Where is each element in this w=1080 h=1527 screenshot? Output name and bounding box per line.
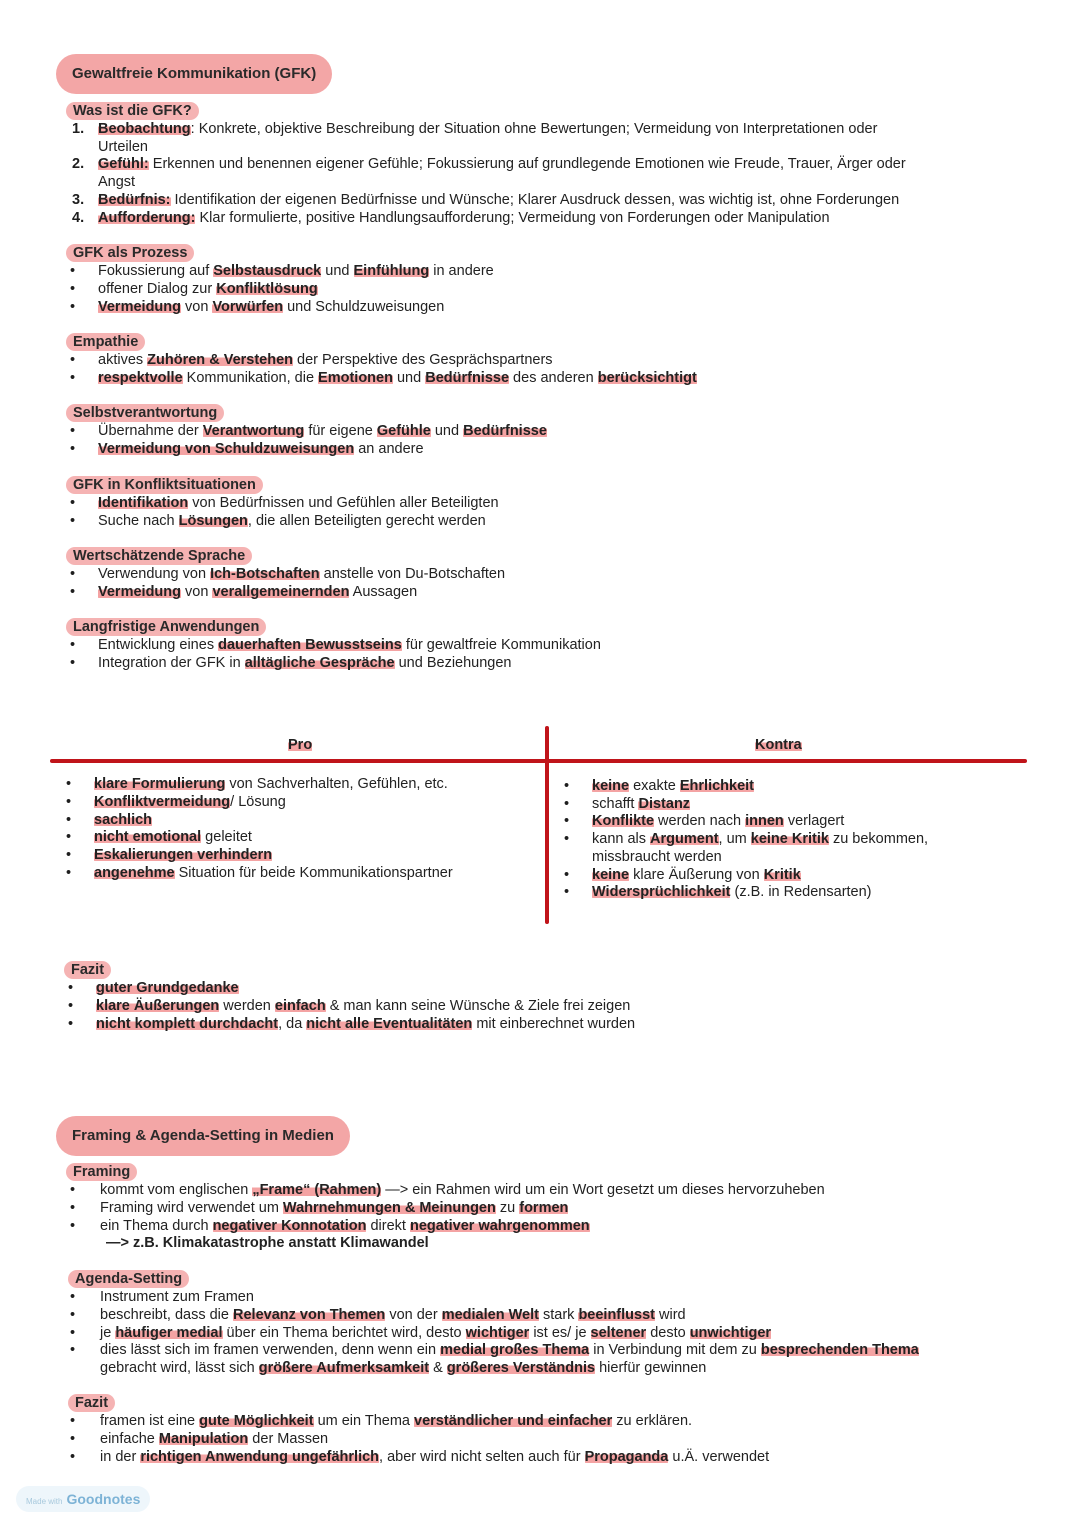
highlighted-term: „Frame“ (Rahmen)	[252, 1182, 382, 1198]
text-segment: mit einberechnet wurden	[472, 1015, 636, 1032]
text-segment: für eigene	[304, 423, 377, 439]
list-item	[100, 1412, 692, 1430]
list-item	[94, 793, 286, 811]
list-item	[100, 1430, 328, 1448]
text-segment: kommt vom englischen	[100, 1182, 253, 1198]
text-segment: Kommunikation, die	[182, 370, 319, 386]
text-segment: anstelle von Du-Botschaften	[319, 566, 506, 582]
bullet: •	[564, 813, 570, 830]
bullet: •	[70, 263, 76, 279]
text-segment: dies lässt sich im framen verwenden, denn wenn ein	[100, 1342, 441, 1359]
text-segment: und Schuldzuweisungen	[283, 299, 445, 315]
highlighted-term: Lösungen	[178, 513, 248, 529]
text-segment: & man kann seine Wünsche & Ziele frei zeigen	[325, 997, 631, 1014]
highlighted-term: klare Formulierung	[94, 776, 226, 792]
framing-fazit-heading: Fazit	[68, 1394, 115, 1412]
list-item	[592, 866, 801, 884]
highlighted-term: einfach	[274, 997, 326, 1014]
bullet: •	[70, 1342, 76, 1359]
bullet: •	[564, 778, 570, 794]
highlighted-term: nicht emotional	[94, 829, 202, 846]
highlighted-term: besprechenden Thema	[760, 1342, 919, 1359]
text-segment: (z.B. in Redensarten)	[730, 884, 872, 901]
bullet: •	[564, 866, 570, 883]
long-term-heading: Langfristige Anwendungen	[66, 618, 266, 636]
text-segment: Entwicklung eines	[98, 637, 219, 653]
list-item	[100, 1324, 771, 1342]
text-segment: über ein Thema berichtet wird, desto	[222, 1324, 466, 1341]
highlighted-term: Ehrlichkeit	[679, 778, 755, 794]
list-item	[94, 775, 448, 793]
bullet: •	[70, 1199, 76, 1216]
highlighted-term: Konfliktvermeidung	[94, 793, 231, 810]
agenda-heading: Agenda-Setting	[68, 1270, 189, 1288]
text-segment: geleitet	[201, 829, 252, 846]
bullet: •	[70, 1182, 76, 1198]
definition-term: Aufforderung:	[98, 210, 196, 226]
highlighted-term: keine Kritik	[750, 831, 829, 848]
highlighted-term: Verantwortung	[202, 423, 305, 439]
highlighted-term: Kritik	[763, 866, 801, 883]
definition-text: Identifikation der eigenen Bedürfnisse und Wünsche; Klarer Ausdruck dessen, was wichtig ist, ohne Forderungen	[170, 192, 900, 208]
bullet: •	[66, 776, 72, 792]
definition-item	[98, 120, 877, 138]
bullet: •	[66, 847, 72, 864]
bullet: •	[66, 793, 72, 810]
definition-text: Erkennen und benennen eigener Gefühle; Fokussierung auf grundlegende Emotionen wie Freude, Trauer, Ärger oder	[148, 156, 906, 172]
bullet: •	[70, 299, 76, 315]
text-segment: u.Ä. verwendet	[668, 1448, 770, 1465]
definition-continuation: Angst	[98, 174, 136, 190]
bullet: •	[70, 1306, 76, 1323]
highlighted-term: Vermeidung von Schuldzuweisungen	[98, 441, 355, 457]
highlighted-term: medial großes Thema	[440, 1342, 590, 1359]
text-segment: —> ein Rahmen wird um ein Wort gesetzt um dieses hervorzuheben	[381, 1182, 825, 1198]
text-segment: beschreibt, dass die	[100, 1306, 233, 1323]
text-segment: Aussagen	[349, 584, 418, 600]
highlighted-term: berücksichtigt	[597, 370, 697, 386]
highlighted-term: medialen Welt	[441, 1306, 539, 1323]
text-segment: des anderen	[509, 370, 598, 386]
definition-item	[98, 191, 899, 209]
highlighted-term: seltener	[590, 1324, 647, 1341]
highlighted-term: nicht alle Eventualitäten	[306, 1015, 473, 1032]
list-item	[98, 351, 553, 369]
highlighted-term: nicht komplett durchdacht	[96, 1015, 279, 1032]
highlighted-term: unwichtiger	[689, 1324, 772, 1341]
highlighted-term: respektvolle	[98, 370, 183, 386]
bullet: •	[70, 655, 76, 671]
bullet: •	[70, 370, 76, 386]
item-number: 2.	[72, 156, 85, 172]
list-item	[592, 848, 722, 866]
bullet: •	[70, 281, 76, 297]
highlighted-term: formen	[519, 1199, 569, 1216]
highlighted-term: guter Grundgedanke	[96, 980, 239, 996]
list-item	[98, 422, 547, 440]
highlighted-term: Distanz	[638, 795, 691, 812]
text-segment: Framing wird verwendet um	[100, 1199, 283, 1216]
text-segment: der Perspektive des Gesprächspartners	[293, 352, 553, 368]
text-segment: der Massen	[248, 1430, 329, 1447]
list-item	[94, 864, 453, 882]
text-segment: desto	[646, 1324, 690, 1341]
text-segment: , aber wird nicht selten auch für	[379, 1448, 585, 1465]
bullet: •	[70, 1324, 76, 1341]
list-item	[98, 636, 601, 654]
text-segment: Verwendung von	[98, 566, 211, 582]
text-segment: , da	[278, 1015, 307, 1032]
highlighted-term: innen	[745, 813, 784, 830]
text-segment: von Sachverhalten, Gefühlen, etc.	[225, 776, 448, 792]
bullet: •	[70, 1413, 76, 1429]
text-segment: in Verbindung mit dem zu	[589, 1342, 761, 1359]
responsibility-heading: Selbstverantwortung	[66, 404, 224, 422]
list-item	[100, 1181, 825, 1199]
highlighted-term: Widersprüchlichkeit	[592, 884, 731, 901]
highlighted-term: sachlich	[94, 811, 153, 828]
bullet: •	[70, 566, 76, 582]
text-segment: klare Äußerung von	[629, 866, 764, 883]
table-horizontal-rule	[50, 759, 1027, 763]
text-segment: gebracht wird, lässt sich	[100, 1360, 259, 1376]
text-segment: Übernahme der	[98, 423, 203, 439]
text-segment: schafft	[592, 795, 639, 812]
framing-heading: Framing	[66, 1163, 137, 1181]
text-segment: aktives	[98, 352, 148, 368]
text-segment: Instrument zum Framen	[100, 1289, 254, 1305]
list-item	[100, 1199, 568, 1217]
highlighted-term: negativer Konnotation	[212, 1217, 367, 1234]
text-segment: an andere	[354, 441, 424, 457]
bullet: •	[70, 352, 76, 368]
text-segment: verlagert	[783, 813, 845, 830]
text-segment: ein Thema durch	[100, 1217, 213, 1234]
language-heading: Wertschätzende Sprache	[66, 547, 252, 565]
bullet: •	[70, 584, 76, 600]
text-segment: Fokussierung auf	[98, 263, 214, 279]
text-segment: von	[181, 584, 213, 600]
text-segment: von Bedürfnissen und Gefühlen aller Beteiligten	[188, 495, 499, 511]
pro-label: Pro	[288, 737, 313, 753]
definition-item	[98, 155, 906, 173]
bullet: •	[564, 831, 570, 848]
contra-label: Kontra	[755, 737, 802, 753]
list-item	[98, 280, 318, 298]
text-segment: / Lösung	[230, 793, 286, 810]
goodnotes-badge: Made with Goodnotes	[16, 1486, 150, 1512]
list-item	[100, 1448, 769, 1466]
text-segment: von der	[385, 1306, 442, 1323]
highlighted-term: verallgemeinernden	[212, 584, 350, 600]
text-segment: zu	[495, 1199, 520, 1216]
list-item	[592, 812, 844, 830]
bullet: •	[70, 1448, 76, 1465]
text-segment: werden	[219, 997, 275, 1014]
bullet: •	[70, 637, 76, 653]
definition-term: Gefühl:	[98, 156, 149, 172]
list-item	[98, 565, 505, 583]
definition-text: : Konkrete, objektive Beschreibung der Situation ohne Bewertungen; Vermeidung von Interpretationen oder	[190, 121, 878, 137]
text-segment: Situation für beide Kommunikationspartner	[174, 865, 453, 881]
list-item	[592, 777, 754, 795]
text-segment: werden nach	[654, 813, 746, 830]
highlighted-term: alltägliche Gespräche	[244, 655, 395, 671]
list-item	[98, 654, 512, 672]
what-heading: Was ist die GFK?	[66, 102, 199, 120]
text-segment: um ein Thema	[313, 1413, 415, 1429]
bullet: •	[564, 795, 570, 812]
framing-example: —> z.B. Klimakatastrophe anstatt Klimawandel	[106, 1235, 429, 1251]
text-segment: und	[430, 423, 464, 439]
highlighted-term: häufiger medial	[115, 1324, 223, 1341]
list-item	[94, 828, 252, 846]
framing-title: Framing & Agenda-Setting in Medien	[56, 1116, 350, 1156]
definition-continuation: Urteilen	[98, 139, 148, 155]
list-item	[98, 298, 444, 316]
list-item	[98, 494, 499, 512]
highlighted-term: Einfühlung	[353, 263, 430, 279]
highlighted-term: Vermeidung	[98, 299, 181, 315]
item-number: 1.	[72, 121, 85, 137]
highlighted-term: Manipulation	[158, 1430, 249, 1447]
definition-term: Beobachtung	[98, 121, 191, 137]
text-segment: und	[392, 370, 426, 386]
list-item	[98, 369, 697, 387]
highlighted-term: Wahrnehmungen & Meinungen	[282, 1199, 496, 1216]
text-segment: zu erklären.	[612, 1413, 693, 1429]
text-segment: kann als	[592, 831, 651, 848]
bullet: •	[66, 829, 72, 846]
text-segment: offener Dialog zur	[98, 281, 217, 297]
list-item	[98, 440, 424, 458]
bullet: •	[70, 1430, 76, 1447]
list-item	[98, 512, 486, 530]
highlighted-term: Identifikation	[98, 495, 189, 511]
bullet: •	[68, 1015, 74, 1032]
text-segment: exakte	[629, 778, 680, 794]
gfk-title: Gewaltfreie Kommunikation (GFK)	[56, 54, 332, 94]
text-segment: hierfür gewinnen	[595, 1360, 707, 1376]
highlighted-term: Propaganda	[584, 1448, 669, 1465]
highlighted-term: Konfliktlösung	[216, 281, 318, 297]
definition-text: Klar formulierte, positive Handlungsaufforderung; Vermeidung von Forderungen oder Manipulation	[195, 210, 830, 226]
bullet: •	[70, 441, 76, 457]
text-segment: Integration der GFK in	[98, 655, 245, 671]
definition-term: Bedürfnis:	[98, 192, 171, 208]
list-item	[100, 1341, 919, 1359]
text-segment: und	[321, 263, 354, 279]
highlighted-term: größeres Verständnis	[446, 1360, 596, 1376]
bullet: •	[68, 997, 74, 1014]
process-heading: GFK als Prozess	[66, 244, 194, 262]
list-item	[592, 830, 928, 848]
text-segment: missbraucht werden	[592, 848, 722, 865]
text-segment: ist es/ je	[529, 1324, 591, 1341]
list-item	[592, 795, 690, 813]
highlighted-term: gute Möglichkeit	[199, 1413, 314, 1429]
bullet: •	[70, 1289, 76, 1305]
text-segment: für gewaltfreie Kommunikation	[401, 637, 601, 653]
fazit-heading: Fazit	[64, 961, 111, 979]
text-segment: zu bekommen,	[828, 831, 929, 848]
highlighted-term: Gefühle	[376, 423, 431, 439]
text-segment: , die allen Beteiligten gerecht werden	[247, 513, 486, 529]
highlighted-term: angenehme	[94, 865, 175, 881]
text-segment: in der	[100, 1448, 141, 1465]
text-segment: von	[181, 299, 213, 315]
list-item	[94, 811, 152, 829]
text-segment: Suche nach	[98, 513, 179, 529]
highlighted-term: Argument	[650, 831, 719, 848]
list-item	[96, 997, 630, 1015]
highlighted-term: Bedürfnisse	[425, 370, 510, 386]
bullet: •	[70, 495, 76, 511]
list-item-continuation	[100, 1359, 706, 1377]
item-number: 4.	[72, 210, 85, 226]
text-segment: direkt	[366, 1217, 410, 1234]
list-item	[94, 846, 272, 864]
conflict-heading: GFK in Konfliktsituationen	[66, 476, 263, 494]
highlighted-term: keine	[592, 778, 630, 794]
list-item	[98, 262, 494, 280]
list-item	[100, 1306, 686, 1324]
bullet: •	[70, 423, 76, 439]
text-segment: einfache	[100, 1430, 159, 1447]
highlighted-term: Selbstausdruck	[213, 263, 322, 279]
text-segment: wird	[654, 1306, 686, 1323]
list-item	[96, 1015, 635, 1033]
empathy-heading: Empathie	[66, 333, 145, 351]
text-segment: &	[429, 1360, 447, 1376]
highlighted-term: keine	[592, 866, 630, 883]
text-segment: und Beziehungen	[394, 655, 512, 671]
highlighted-term: dauerhaften Bewusstseins	[218, 637, 402, 653]
definition-item	[98, 209, 830, 227]
list-item	[100, 1217, 590, 1235]
highlighted-term: Ich-Botschaften	[210, 566, 320, 582]
text-segment: , um	[718, 831, 751, 848]
text-segment: framen ist eine	[100, 1413, 200, 1429]
text-segment: stark	[538, 1306, 579, 1323]
table-vertical-rule	[545, 726, 549, 924]
highlighted-term: richtigen Anwendung ungefährlich	[140, 1448, 380, 1465]
highlighted-term: Bedürfnisse	[463, 423, 547, 439]
highlighted-term: beeinflusst	[578, 1306, 655, 1323]
highlighted-term: Zuhören & Verstehen	[147, 352, 294, 368]
bullet: •	[66, 811, 72, 828]
bullet: •	[70, 1217, 76, 1234]
highlighted-term: negativer wahrgenommen	[409, 1217, 590, 1234]
highlighted-term: Emotionen	[318, 370, 393, 386]
highlighted-term: Vorwürfen	[212, 299, 284, 315]
bullet: •	[70, 513, 76, 529]
highlighted-term: größere Aufmerksamkeit	[258, 1360, 430, 1376]
text-segment: je	[100, 1324, 116, 1341]
highlighted-term: wichtiger	[465, 1324, 530, 1341]
list-item	[592, 883, 872, 901]
highlighted-term: klare Äußerungen	[96, 997, 220, 1014]
highlighted-term: Eskalierungen verhindern	[94, 847, 273, 864]
highlighted-term: Vermeidung	[98, 584, 181, 600]
list-item	[96, 979, 239, 997]
list-item	[100, 1288, 254, 1306]
bullet: •	[68, 980, 74, 996]
highlighted-term: Konflikte	[592, 813, 655, 830]
list-item	[98, 583, 417, 601]
text-segment: in andere	[429, 263, 494, 279]
highlighted-term: verständlicher und einfacher	[414, 1413, 613, 1429]
bullet: •	[66, 865, 72, 881]
highlighted-term: Relevanz von Themen	[233, 1306, 386, 1323]
item-number: 3.	[72, 192, 85, 208]
bullet: •	[564, 884, 570, 901]
